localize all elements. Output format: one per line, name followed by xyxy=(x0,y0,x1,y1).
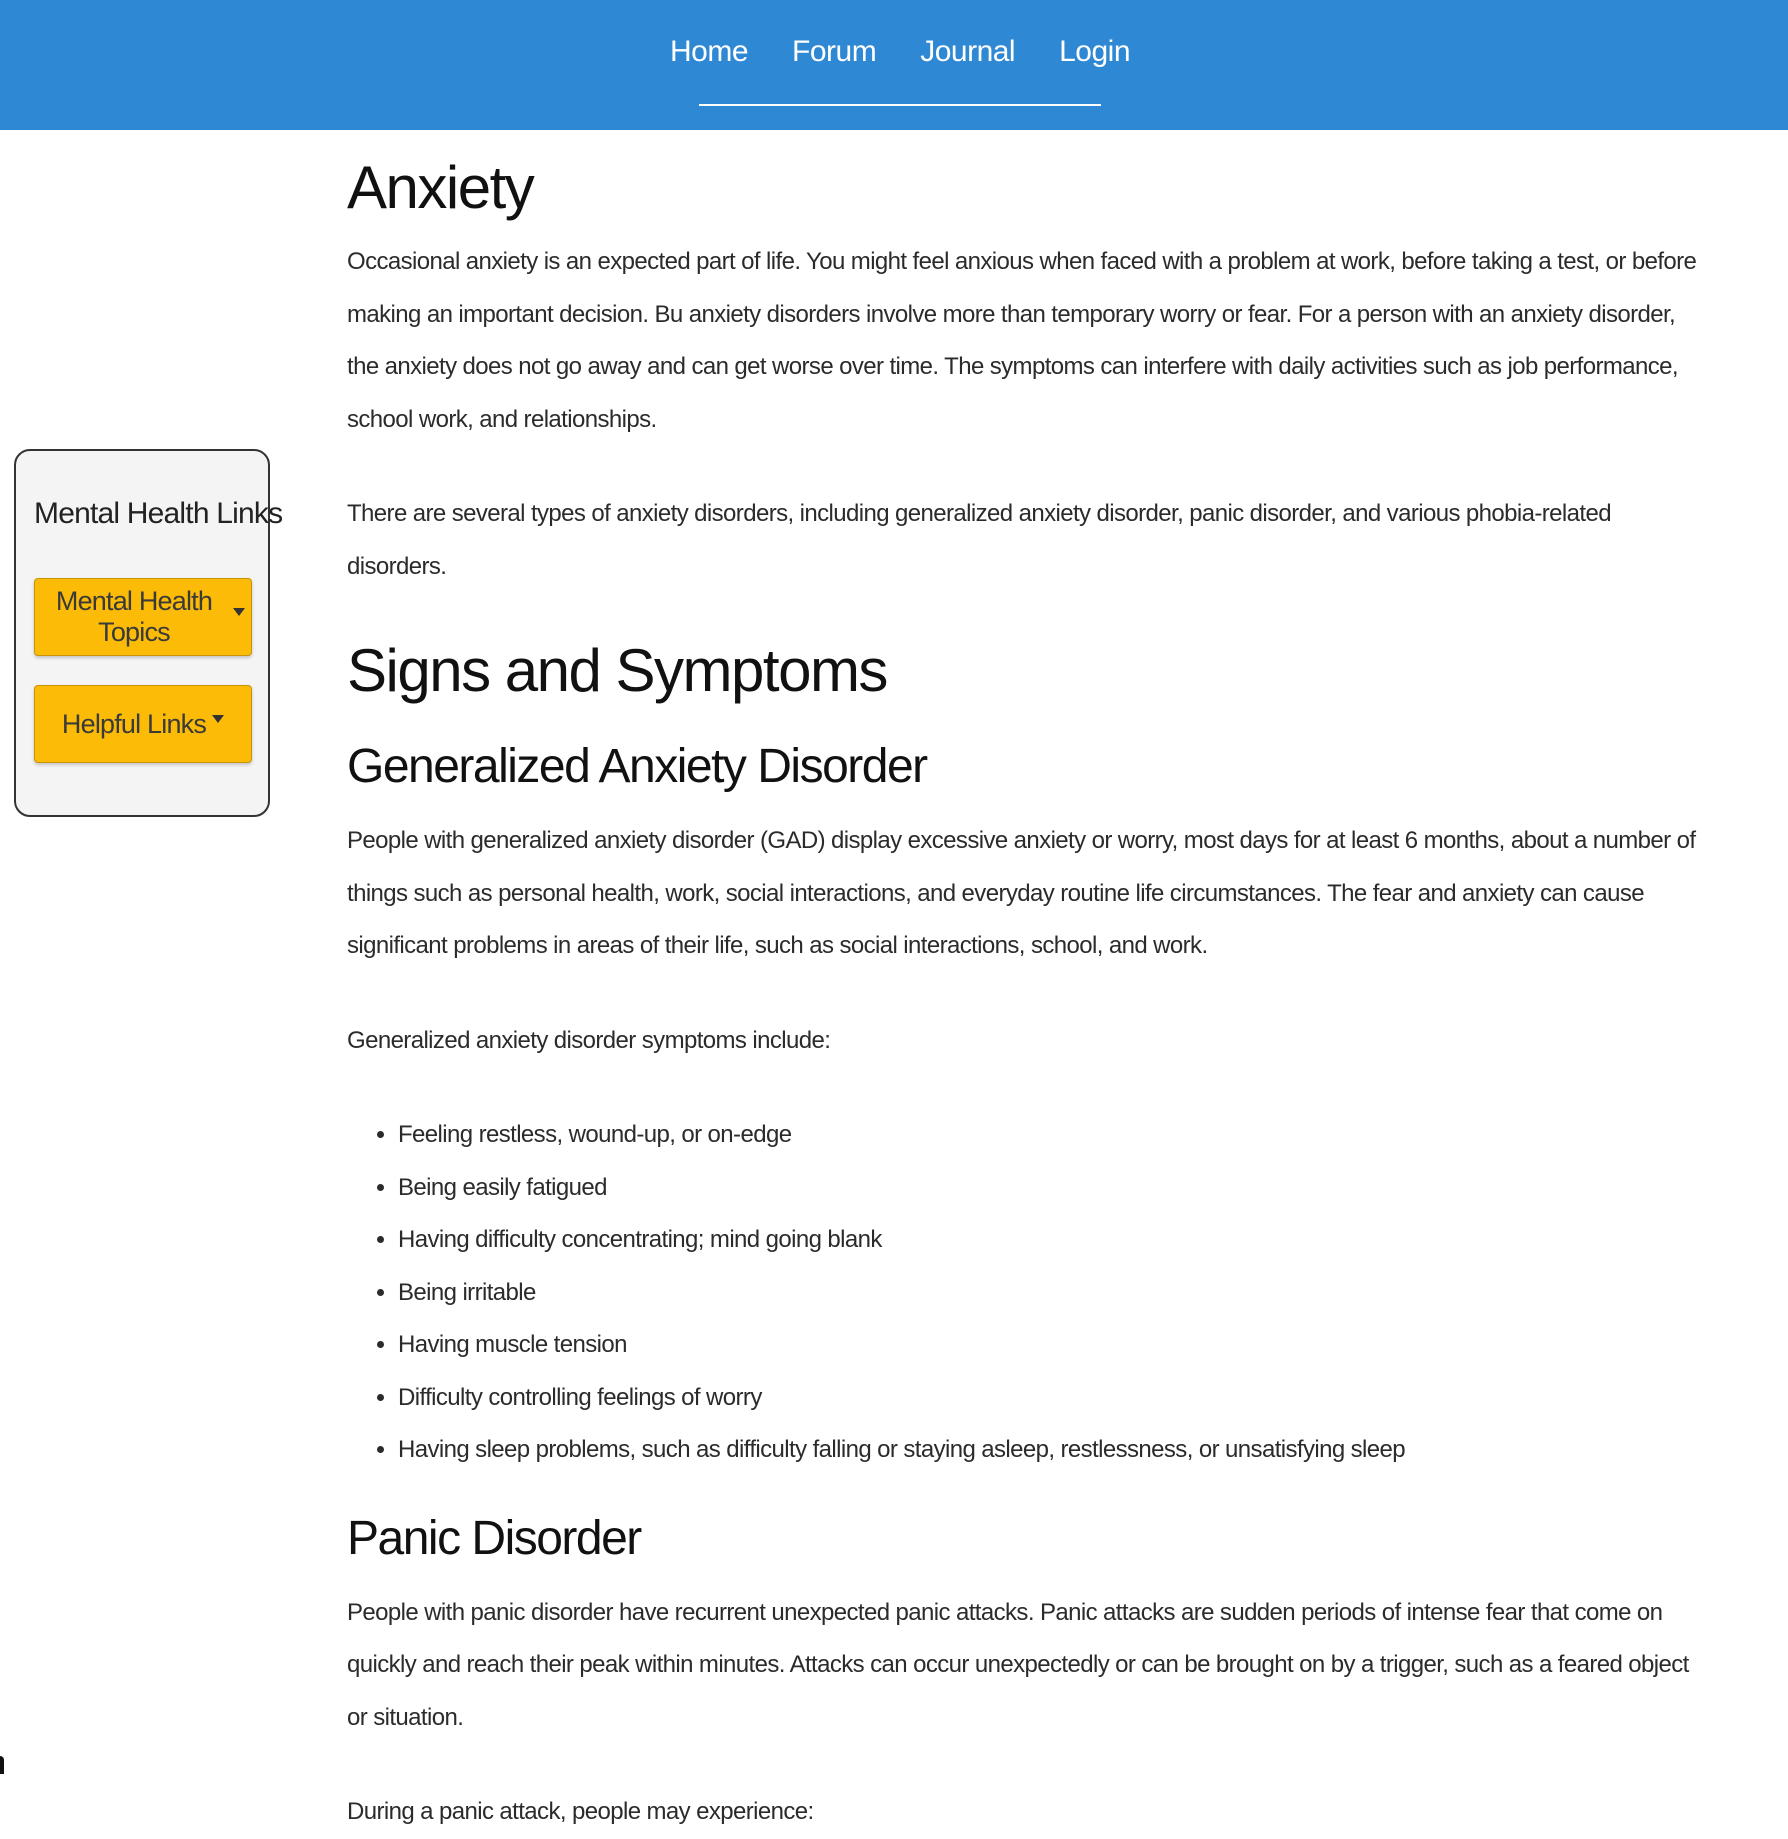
gad-description: People with generalized anxiety disorder (GAD) display excessive anxiety or worry, most days for at least 6 months, about a number of things such as personal health, work, social interactions, and everyday routine life circumstances. The fear and anxiety can cause significant problems in areas of their life, such as social interactions, school, and work. xyxy=(347,827,1696,959)
intro-paragraph: Occasional anxiety is an expected part of life. You might feel anxious when faced with a problem at work, before taking a test, or before making an important decision. Bu anxiety disorders involve more than temporary worry or fear. For a person with an anxiety disorder, the anxiety does not go away and can get worse over time. The symptoms can interfere with daily activities such as job performance, school work, and relationships. xyxy=(347,248,1697,433)
caret-down-icon xyxy=(212,715,224,723)
page-title: Anxiety xyxy=(347,154,534,221)
nav-link-login[interactable]: Login xyxy=(1059,35,1131,68)
mental-health-links-sidebar xyxy=(14,449,283,817)
types-paragraph: There are several types of anxiety disorders, including generalized anxiety disorder, panic disorder, and various phobia-related disorders. xyxy=(347,500,1611,580)
list-item: • Difficulty controlling feelings of worry xyxy=(398,1372,1697,1425)
mental-health-topics-dropdown[interactable] xyxy=(34,578,252,656)
window-corner-mark xyxy=(0,1756,4,1774)
list-item: • Having sleep problems, such as difficulty falling or staying asleep, restlessness, or unsatisfying sleep xyxy=(398,1424,1697,1477)
helpful-links-label: Helpful Links xyxy=(61,708,207,739)
gad-heading: Generalized Anxiety Disorder xyxy=(347,740,927,793)
nav-link-forum[interactable]: Forum xyxy=(792,35,877,68)
top-navbar xyxy=(0,0,1788,130)
signs-symptoms-heading: Signs and Symptoms xyxy=(347,637,887,704)
nav-link-journal[interactable]: Journal xyxy=(920,35,1016,68)
panic-experience-intro: During a panic attack, people may experience: xyxy=(347,1798,814,1825)
gad-symptoms-list xyxy=(347,1109,1697,1477)
panic-disorder-heading: Panic Disorder xyxy=(347,1511,641,1565)
list-item: • Having muscle tension xyxy=(398,1319,1697,1372)
list-item: • Having difficulty concentrating; mind going blank xyxy=(398,1214,1697,1267)
nav-link-home[interactable]: Home xyxy=(669,35,749,68)
nav-links xyxy=(669,0,1131,106)
list-item: • Being easily fatigued xyxy=(398,1162,1697,1215)
gad-symptoms-intro: Generalized anxiety disorder symptoms include: xyxy=(347,1026,831,1054)
caret-down-icon xyxy=(233,608,245,616)
main-content xyxy=(347,140,1697,1839)
helpful-links-dropdown[interactable] xyxy=(34,685,252,763)
list-item: • Being irritable xyxy=(398,1267,1697,1320)
list-item: • Feeling restless, wound-up, or on-edge xyxy=(398,1109,1697,1162)
sidebar-title: Mental Health Links xyxy=(34,497,283,530)
panic-description: People with panic disorder have recurrent unexpected panic attacks. Panic attacks are sudden periods of intense fear that come on quickly and reach their peak within minutes. Attacks can occur unexpectedly or can be brought on by a trigger, such as a feared object or situation. xyxy=(347,1598,1689,1731)
mental-health-topics-label: Mental Health Topics xyxy=(55,586,213,647)
